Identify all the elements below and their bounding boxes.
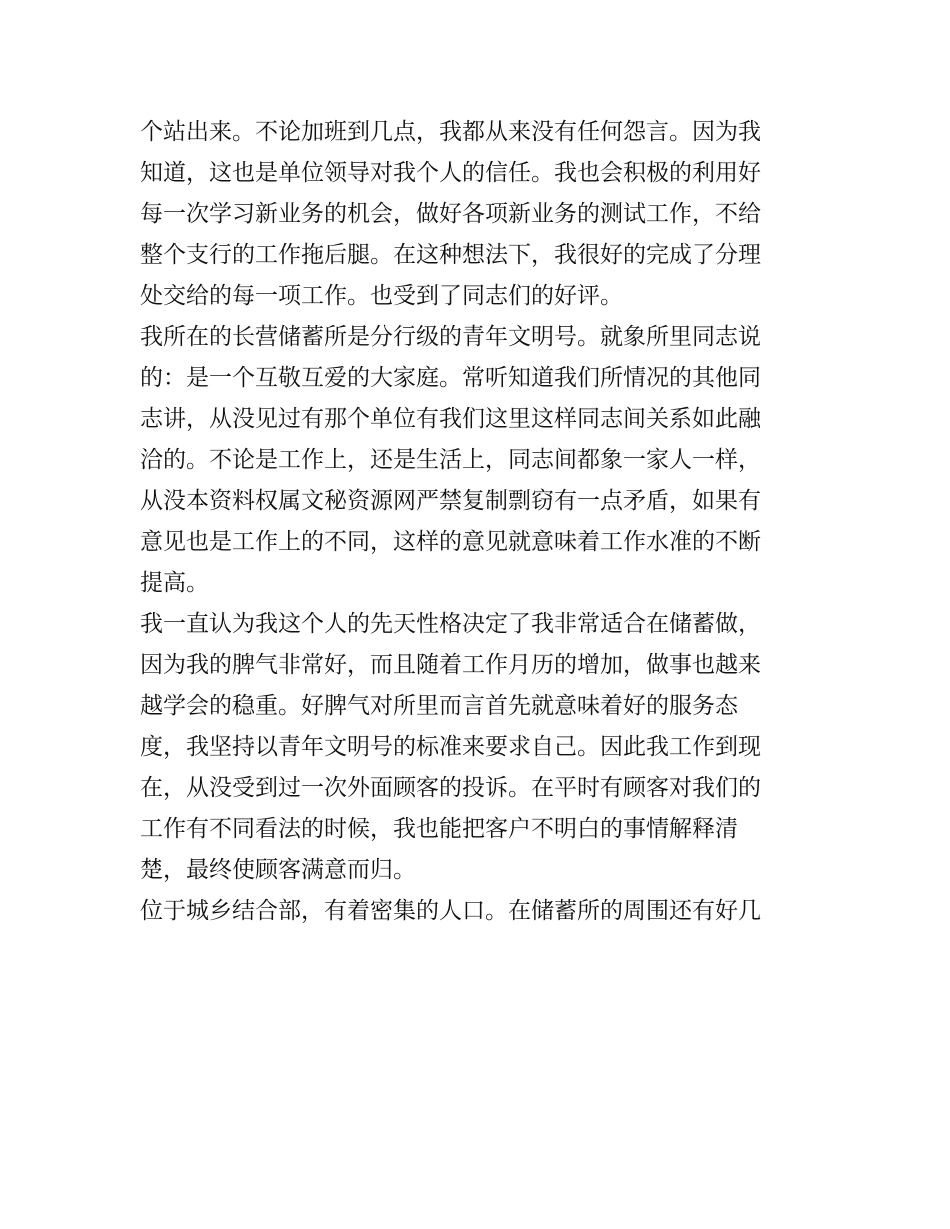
text-line: 的：是一个互敬互爱的大家庭。常听知道我们所情况的其他同 [140,365,761,391]
text-line: 志讲，从没见过有那个单位有我们这里这样同志间关系如此融 [140,406,761,432]
text-line: 意见也是工作上的不同，这样的意见就意味着工作水准的不断 [140,529,761,555]
text-line: 个站出来。不论加班到几点，我都从来没有任何怨言。因为我 [140,119,761,145]
text-line: 因为我的脾气非常好，而且随着工作月历的增加，做事也越来 [140,652,761,678]
text-line: 洽的。不论是工作上，还是生活上，同志间都象一家人一样， [140,447,761,473]
text-line: 整个支行的工作拖后腿。在这种想法下，我很好的完成了分理 [140,242,761,268]
text-line: 位于城乡结合部，有着密集的人口。在储蓄所的周围还有好几 [140,898,761,924]
text-line: 知道，这也是单位领导对我个人的信任。我也会积极的利用好 [140,160,761,186]
text-line: 度，我坚持以青年文明号的标准来要求自己。因此我工作到现 [140,734,761,760]
text-line: 越学会的稳重。好脾气对所里而言首先就意味着好的服务态 [140,693,738,719]
text-line: 我所在的长营储蓄所是分行级的青年文明号。就象所里同志说 [140,324,761,350]
text-line: 每一次学习新业务的机会，做好各项新业务的测试工作，不给 [140,201,761,227]
text-line: 在，从没受到过一次外面顾客的投诉。在平时有顾客对我们的 [140,775,761,801]
text-line: 处交给的每一项工作。也受到了同志们的好评。 [140,283,623,309]
text-line: 提高。 [140,570,209,596]
document-page [140,112,820,932]
text-line: 楚，最终使顾客满意而归。 [140,857,416,883]
text-line: 工作有不同看法的时候，我也能把客户不明白的事情解释清 [140,816,738,842]
text-line: 我一直认为我这个人的先天性格决定了我非常适合在储蓄做， [140,611,761,637]
text-line: 从没本资料权属文秘资源网严禁复制剽窃有一点矛盾，如果有 [140,488,761,514]
